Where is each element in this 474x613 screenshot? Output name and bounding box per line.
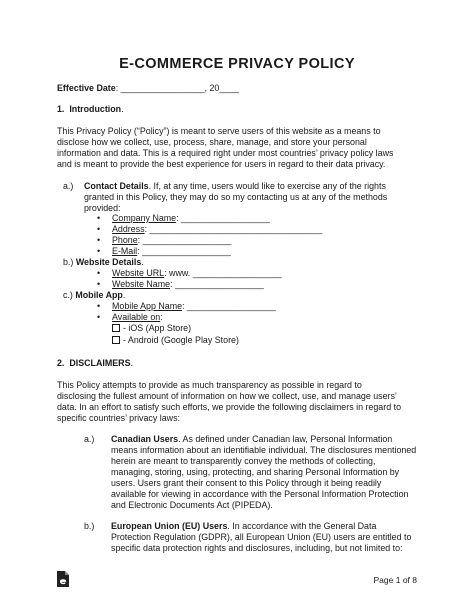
website-url-blank: : www. __________________ — [164, 268, 282, 278]
contact-details-text: . If, at any time, users would like to exercise any of the rights — [148, 181, 386, 191]
website-url-label: Website URL — [112, 268, 165, 278]
phone-blank: : __________________ — [137, 235, 232, 245]
website-details-label: b.) — [63, 257, 74, 267]
eu-users-line-1 — [111, 521, 376, 532]
effective-date-line — [57, 83, 239, 94]
mobile-app-name — [112, 301, 276, 312]
mobile-available-on — [112, 312, 163, 323]
ios-checkbox[interactable] — [112, 324, 120, 332]
document-title: E-COMMERCE PRIVACY POLICY — [119, 56, 355, 72]
intro-line-2: disclose how we collect, use, process, share, manage, and store your personal — [57, 137, 367, 147]
eu-users-line-3: specific data protection rights and disclosures, including, but not limited to: — [111, 543, 403, 553]
eu-users-text: . In accordance with the General Data — [227, 521, 377, 531]
email-blank: : __________________ — [137, 246, 231, 256]
canadian-users-line-3: herein are meant to transparently convey the methods of collecting, — [111, 456, 376, 466]
section-1-heading — [57, 104, 124, 115]
android-option[interactable] — [112, 335, 239, 346]
canadian-users-label: a.) — [84, 434, 95, 444]
contact-email — [112, 246, 231, 257]
section-2-heading — [57, 358, 133, 369]
eu-users-line-2: Protection Regulation (GDPR), all European Union (EU) users are entitled to — [111, 532, 412, 542]
contact-company-name — [112, 213, 270, 224]
disclaimers-line-3: data. In an effort to satisfy such efforts, we provide the following disclaimers in regard to — [57, 402, 402, 412]
eu-users-label: b.) — [84, 521, 95, 531]
intro-line-1: This Privacy Policy (“Policy”) is meant to serve users of this website as a means to — [57, 126, 381, 136]
mobile-app-heading: Mobile App — [75, 290, 123, 300]
intro-line-3: information and data. This is a required right under most countries’ privacy policy laws — [57, 148, 394, 158]
canadian-users-text: . As defined under Canadian law, Personal Information — [178, 434, 393, 444]
disclaimers-line-2: disclosing the fullest amount of information on how we collect, use, and manage users’ — [57, 391, 397, 401]
website-details-heading: Website Details — [75, 257, 142, 267]
canadian-users-line-7: and Electronic Documents Act (PIPEDA). — [111, 500, 273, 510]
website-details-line — [63, 257, 144, 268]
contact-details-label: a.) — [63, 181, 74, 191]
eforms-logo-icon — [56, 571, 70, 587]
company-name-label: Company Name — [112, 213, 177, 223]
mobile-app-line — [63, 290, 125, 301]
android-option-label: - Android (Google Play Store) — [123, 335, 239, 345]
section-2-period: . — [130, 358, 133, 368]
canadian-users-heading: Canadian Users — [111, 434, 179, 444]
section-1-number: 1. — [57, 104, 65, 114]
eu-users-heading: European Union (EU) Users — [111, 521, 228, 531]
section-1-period: . — [121, 104, 124, 114]
address-label: Address — [112, 224, 145, 234]
intro-line-4: and is meant to provide the best experience for users in regard to their data privacy. — [57, 159, 386, 169]
phone-label: Phone — [112, 235, 138, 245]
section-1-title: Introduction — [69, 104, 122, 114]
effective-date-blank: : _________________, 20____ — [115, 83, 240, 93]
section-2-title: DISCLAIMERS — [69, 358, 131, 368]
page-number: Page 1 of 8 — [373, 575, 417, 585]
website-details-period: . — [141, 257, 144, 267]
ios-option-label: - iOS (App Store) — [123, 323, 192, 333]
effective-date-label: Effective Date — [57, 83, 116, 93]
canadian-users-line-2: means information about an identifiable individual. The disclosures mentioned — [111, 445, 417, 455]
website-name — [112, 279, 264, 290]
canadian-users-line-4: managing, storing, using, protecting, and sharing Personal Information by — [111, 467, 400, 477]
website-name-label: Website Name — [112, 279, 171, 289]
contact-details-line-1 — [84, 181, 386, 192]
canadian-users-line-6: available for viewing in accordance with the Personal Information Protection — [111, 489, 409, 499]
mobile-app-period: . — [122, 290, 126, 300]
available-on-colon: : — [160, 312, 163, 322]
available-on-label: Available on — [112, 312, 161, 322]
mobile-app-label: c.) — [63, 290, 73, 300]
disclaimers-line-1: This Policy attempts to provide as much transparency as possible in regard to — [57, 380, 362, 390]
mobile-app-name-label: Mobile App Name — [112, 301, 183, 311]
contact-phone — [112, 235, 231, 246]
contact-address — [112, 224, 322, 235]
ios-option[interactable] — [112, 323, 191, 334]
android-checkbox[interactable] — [112, 336, 120, 344]
address-blank: : ___________________________________ — [144, 224, 323, 234]
canadian-users-line-1 — [111, 434, 392, 445]
disclaimers-line-4: specific countries’ privacy laws: — [57, 413, 180, 423]
website-url — [112, 268, 282, 279]
contact-details-heading: Contact Details — [84, 181, 149, 191]
contact-details-line-2: granted in this Policy, they may do so my contacting us at any of the methods — [84, 192, 388, 202]
contact-details-line-3: provided: — [84, 203, 121, 213]
company-name-blank: : __________________ — [176, 213, 270, 223]
website-name-blank: : __________________ — [170, 279, 264, 289]
section-2-number: 2. — [57, 358, 65, 368]
email-label: E-Mail — [112, 246, 138, 256]
canadian-users-line-5: users. Users grant their consent to this Policy through it being readily — [111, 478, 382, 488]
mobile-app-name-blank: : __________________ — [182, 301, 276, 311]
